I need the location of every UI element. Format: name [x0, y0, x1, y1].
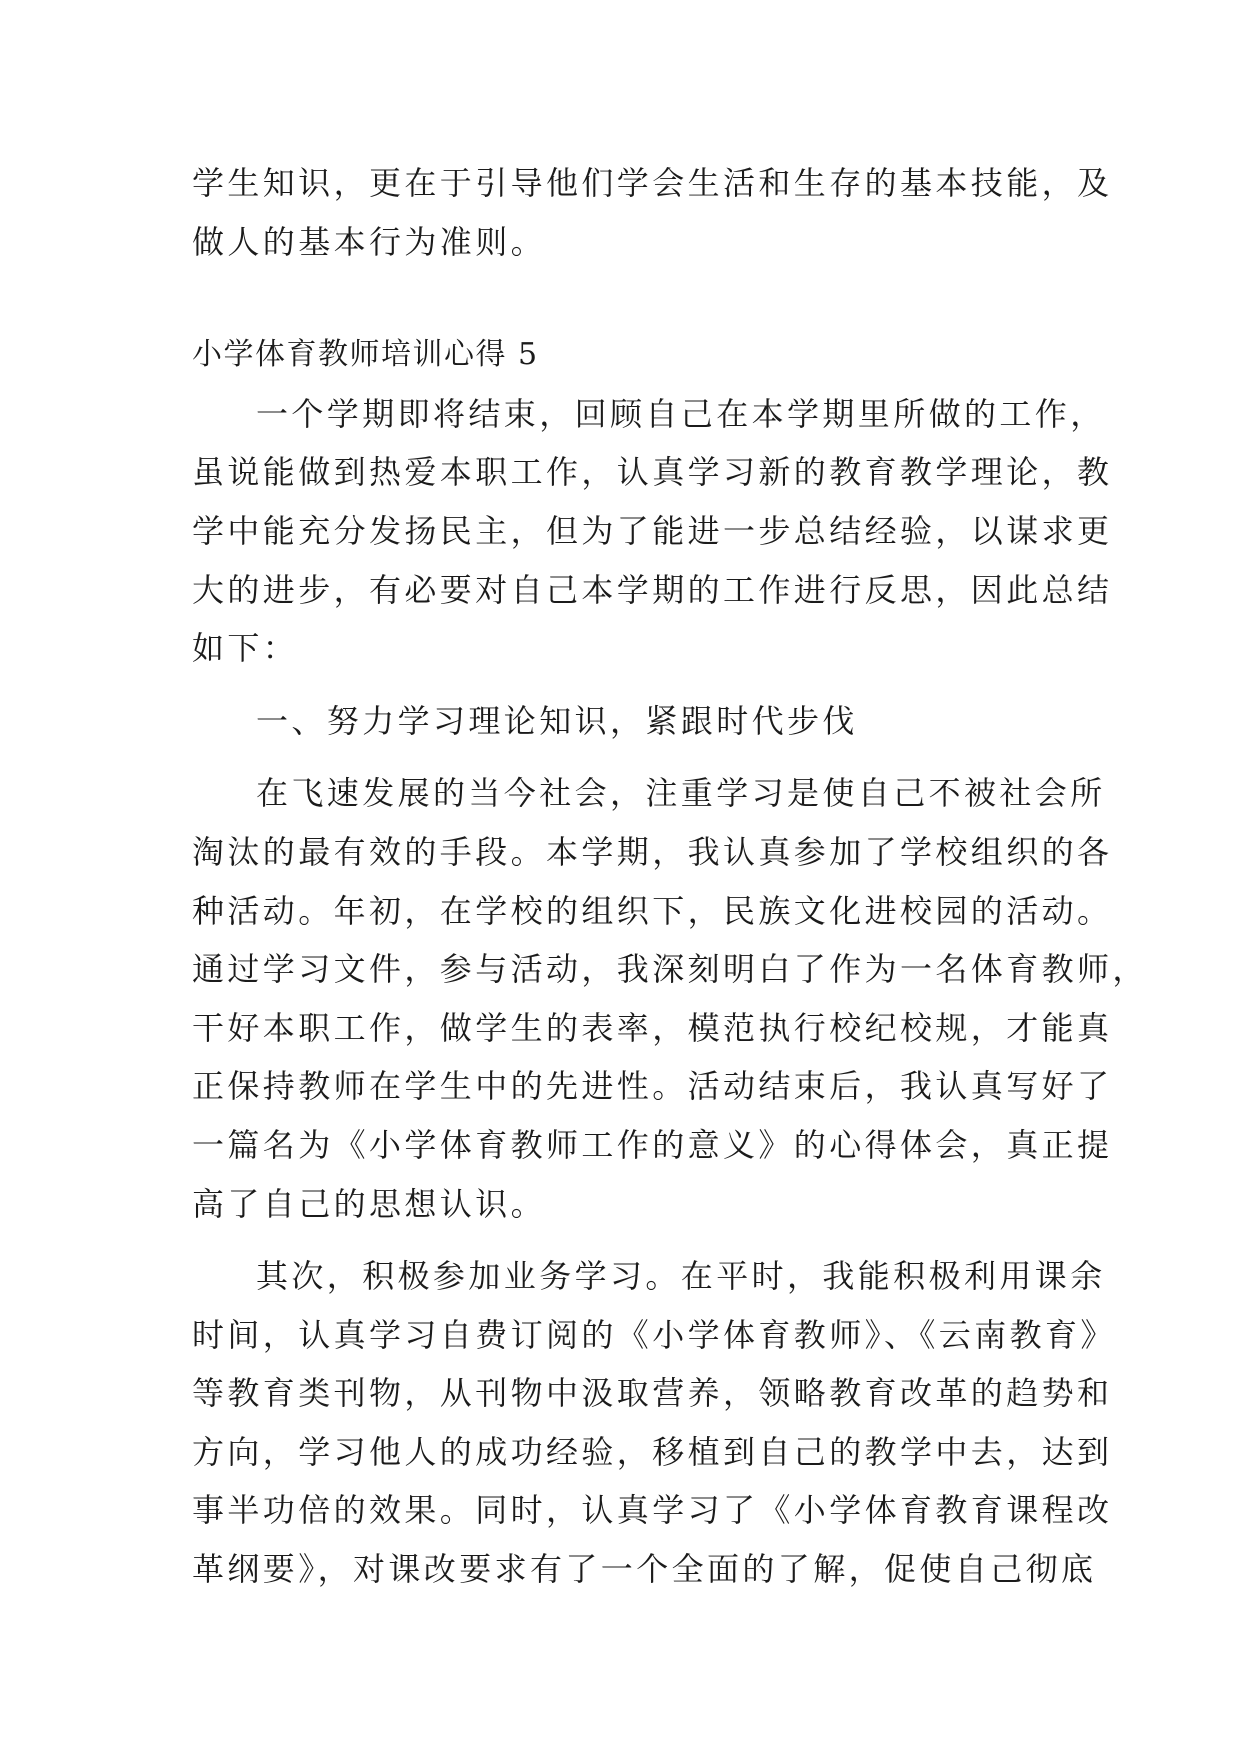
text-line: 种活动。年初，在学校的组织下，民族文化进校园的活动。 [192, 891, 1113, 930]
text-line: 方向，学习他人的成功经验，移植到自己的教学中去，达到 [192, 1432, 1113, 1471]
text-line: 如下： [192, 629, 299, 668]
text-line: 学中能充分发扬民主，但为了能进一步总结经验，以谋求更 [192, 511, 1113, 550]
text-line: 等教育类刊物，从刊物中汲取营养，领略教育改革的趋势和 [192, 1374, 1113, 1413]
document-body [192, 154, 1148, 1599]
text-line: 一篇名为《小学体育教师工作的意义》的心得体会，真正提 [192, 1125, 1113, 1164]
text-line: 干好本职工作，做学生的表率，模范执行校纪校规，才能真 [192, 1008, 1113, 1047]
text-line: 在飞速发展的当今社会，注重学习是使自己不被社会所 [256, 774, 1106, 813]
section-title: 小学体育教师培训心得 5 [192, 337, 539, 373]
text-line: 学生知识，更在于引导他们学会生活和生存的基本技能，及 [192, 164, 1113, 202]
text-line: 时间，认真学习自费订阅的《小学体育教师》、《云南教育》 [192, 1315, 1116, 1354]
text-line: 高了自己的思想认识。 [192, 1184, 547, 1223]
text-line: 其次，积极参加业务学习。在平时，我能积极利用课余 [256, 1257, 1106, 1296]
text-line: 虽说能做到热爱本职工作，认真学习新的教育教学理论，教 [192, 453, 1113, 492]
subheading: 一、努力学习理论知识，紧跟时代步伐 [256, 701, 858, 740]
text-line: 做人的基本行为准则。 [192, 222, 547, 261]
text-line: 正保持教师在学生中的先进性。活动结束后，我认真写好了 [192, 1067, 1113, 1106]
text-line: 一个学期即将结束，回顾自己在本学期里所做的工作， [256, 394, 1106, 433]
text-line: 大的进步，有必要对自己本学期的工作进行反思，因此总结 [192, 570, 1113, 609]
text-line: 革纲要》，对课改要求有了一个全面的了解，促使自己彻底 [192, 1550, 1097, 1589]
text-line: 淘汰的最有效的手段。本学期，我认真参加了学校组织的各 [192, 832, 1113, 871]
text-line: 事半功倍的效果。同时，认真学习了《小学体育教育课程改 [192, 1491, 1113, 1530]
text-line: 通过学习文件，参与活动，我深刻明白了作为一名体育教师， [192, 950, 1148, 989]
